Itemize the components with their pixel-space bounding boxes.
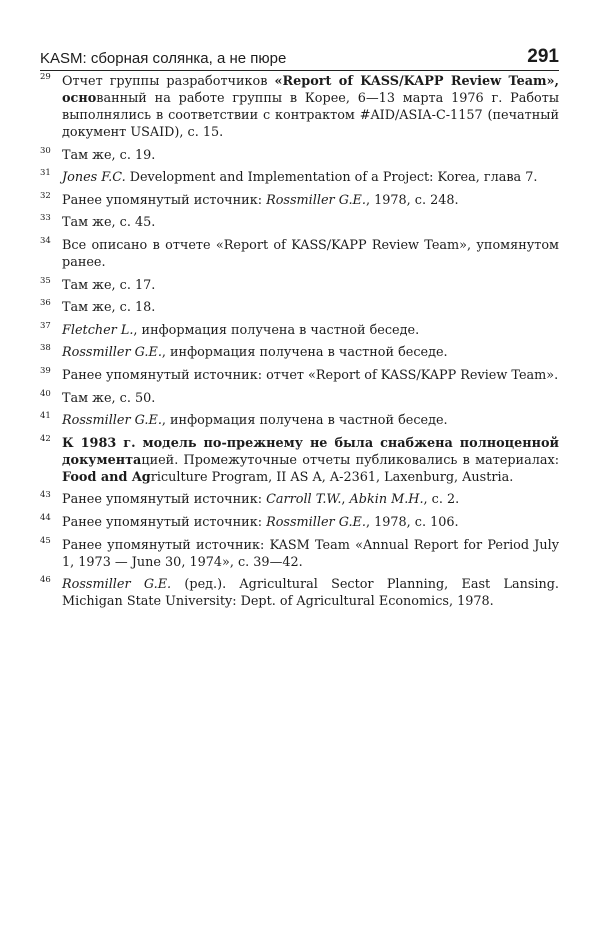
endnote-number: 45 — [40, 535, 51, 546]
endnote-number: 31 — [40, 168, 51, 179]
endnote-number: 32 — [40, 190, 51, 201]
endnote-number: 39 — [40, 365, 51, 376]
endnote-number: 36 — [40, 298, 51, 309]
author-name: Fletcher L. — [62, 322, 134, 338]
endnote-number: 30 — [40, 145, 51, 156]
note-text: Все описано в отчете «Report of KASS/KAPP Review Team», упомянутом ранее. — [62, 237, 559, 270]
note-text: Там же, с. 19. — [62, 147, 156, 163]
endnote-number: 35 — [40, 275, 51, 286]
emphasized-text: Food and Ag — [62, 469, 151, 485]
note-text: , с. 2. — [423, 492, 460, 508]
note-text: , информация получена в частной беседе. — [161, 345, 448, 361]
author-name: Rossmiller G.E. — [62, 577, 172, 593]
endnote — [40, 435, 559, 486]
endnote — [40, 277, 559, 294]
note-text: Development and Implementation of a Project: Korea, глава 7. — [125, 170, 538, 186]
endnote-number: 44 — [40, 512, 51, 523]
author-name: Jones F.C. — [62, 170, 126, 186]
note-text: Ранее упомянутый источник: KASM Team «Annual Report for Period July 1, 1973 — June 30, 1974», с. 39—42. — [62, 537, 559, 570]
author-name: Rossmiller G.E. — [62, 345, 162, 361]
endnote — [40, 367, 559, 384]
note-text: Ранее упомянутый источник: отчет «Report of KASS/KAPP Review Team». — [62, 367, 559, 383]
note-text: Там же, с. 45. — [62, 215, 156, 231]
endnote — [40, 344, 559, 361]
note-text: , информация получена в частной беседе. — [133, 322, 420, 338]
endnote — [40, 412, 559, 429]
note-text: ванный на работе группы в Корее, 6—13 марта 1976 г. Работы выполнялись в соответствии с контрактом #AID/ASIA-C-1157 (печатный документ USAID), с. 15. — [62, 91, 559, 140]
endnote-number: 42 — [40, 433, 51, 444]
note-text: , — [341, 492, 350, 508]
note-text: riculture Program, II AS A, A-2361, Laxenburg, Austria. — [150, 469, 514, 485]
endnote-number: 29 — [40, 72, 51, 82]
author-name: Rossmiller G.E. — [266, 514, 366, 530]
note-text: Там же, с. 18. — [62, 300, 156, 316]
note-text: цией. Промежуточные отчеты публиковались в материалах: — [141, 452, 559, 468]
note-text: (ред.). Agricultural Sector Planning, East Lansing. Michigan State University: Dept. of Agricultural Economics, 1978. — [62, 577, 559, 610]
running-header — [40, 48, 559, 71]
endnote — [40, 537, 559, 571]
endnote — [40, 322, 559, 339]
endnote-number: 41 — [40, 411, 51, 422]
endnotes-list — [40, 73, 559, 616]
endnote — [40, 576, 559, 610]
endnote — [40, 73, 559, 141]
emphasized-text: «Report of KASS/KAPP Review Team», осно — [62, 74, 559, 106]
endnote — [40, 214, 559, 231]
page-number: 291 — [527, 46, 559, 67]
author-name: Rossmiller G.E. — [62, 413, 162, 429]
endnote-number: 40 — [40, 388, 51, 399]
author-name: Carroll T.W. — [266, 492, 342, 508]
author-name: Rossmiller G.E. — [266, 192, 366, 208]
emphasized-text: К 1983 г. модель по-прежнему не была снабжена полноценной документа — [62, 435, 559, 468]
endnote-number: 43 — [40, 490, 51, 501]
endnote-number: 34 — [40, 235, 51, 246]
endnote — [40, 390, 559, 407]
endnote — [40, 491, 559, 508]
note-text: Отчет группы разработчиков — [62, 74, 275, 89]
note-text: Ранее упомянутый источник: — [62, 514, 267, 530]
note-text: , 1978, с. 106. — [365, 514, 459, 530]
note-text: Там же, с. 17. — [62, 277, 156, 293]
endnote-number: 38 — [40, 343, 51, 354]
running-title: KASM: сборная солянка, а не пюре — [40, 50, 287, 67]
note-text: Ранее упомянутый источник: — [62, 192, 267, 208]
note-text: , информация получена в частной беседе. — [161, 413, 448, 429]
endnote — [40, 237, 559, 271]
endnote — [40, 192, 559, 209]
note-text: , 1978, с. 248. — [365, 192, 459, 208]
endnote — [40, 514, 559, 531]
endnote — [40, 169, 559, 186]
note-text: Там же, с. 50. — [62, 390, 156, 406]
endnote-number: 37 — [40, 320, 51, 331]
author-name: Abkin M.H. — [349, 492, 424, 508]
note-text: Ранее упомянутый источник: — [62, 492, 267, 508]
endnote-number: 46 — [40, 575, 51, 586]
endnote-number: 33 — [40, 213, 51, 224]
endnote — [40, 299, 559, 316]
endnote — [40, 147, 559, 164]
